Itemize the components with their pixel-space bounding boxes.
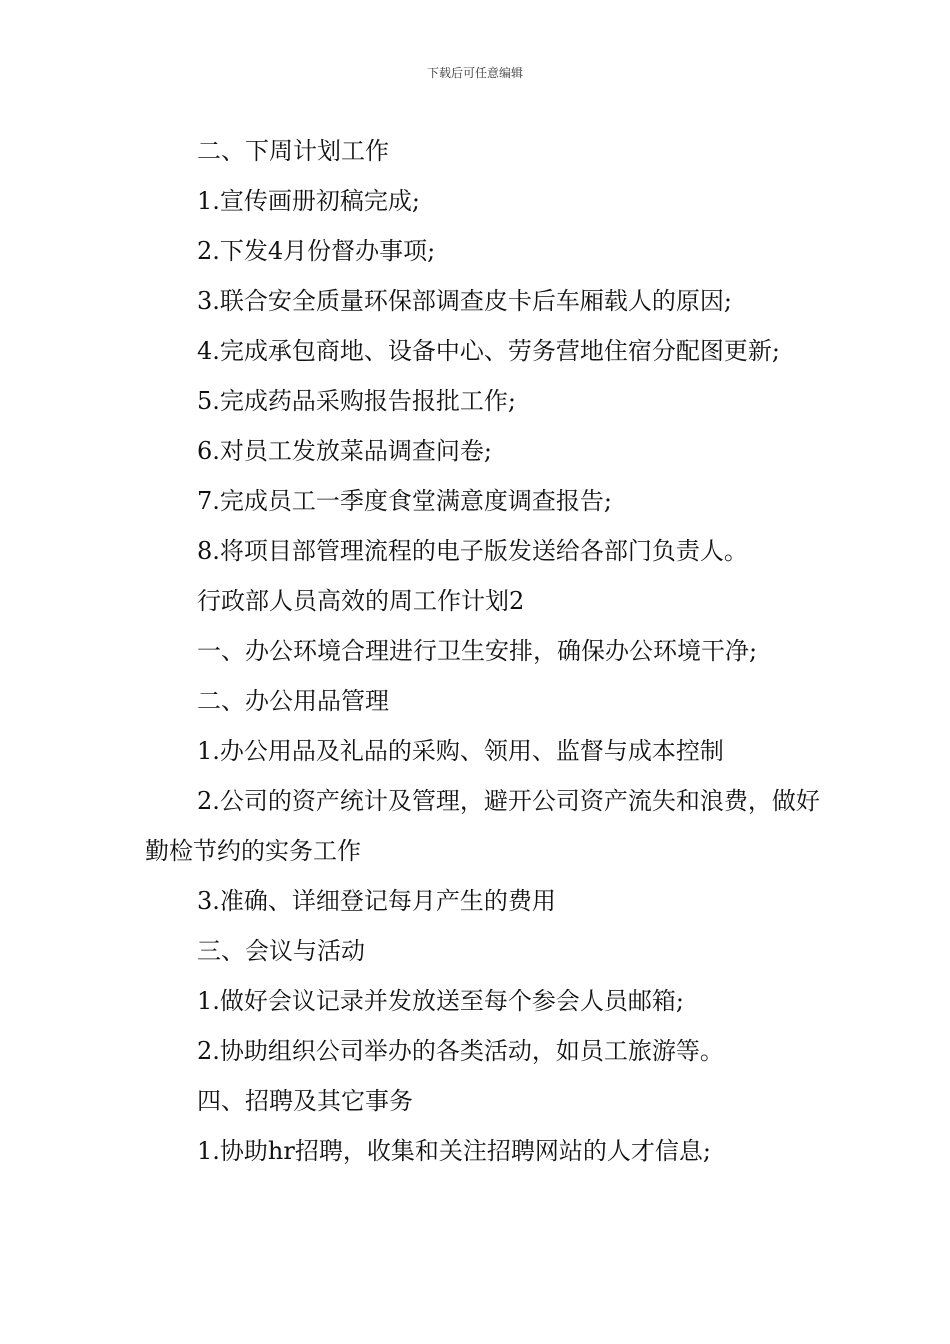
list-item: 7.完成员工一季度食堂满意度调查报告; [197, 487, 612, 515]
page-header: 下载后可任意编辑 [426, 66, 523, 80]
list-item: 1.协助hr招聘，收集和关注招聘网站的人才信息; [197, 1137, 711, 1165]
section-heading: 四、招聘及其它事务 [197, 1087, 413, 1115]
list-item: 5.完成药品采购报告报批工作; [197, 387, 516, 415]
list-item: 1.办公用品及礼品的采购、领用、监督与成本控制 [197, 737, 724, 765]
section-heading: 一、办公环境合理进行卫生安排，确保办公环境干净; [197, 637, 758, 665]
list-item: 2.公司的资产统计及管理，避开公司资产流失和浪费，做好勤检节约的实务工作 [145, 787, 820, 865]
list-item: 6.对员工发放菜品调查问卷; [197, 437, 492, 465]
list-item: 4.完成承包商地、设备中心、劳务营地住宿分配图更新; [197, 337, 780, 365]
list-item: 1.宣传画册初稿完成; [197, 187, 420, 215]
section-heading: 二、办公用品管理 [197, 687, 389, 715]
list-item: 3.准确、详细登记每月产生的费用 [197, 887, 556, 915]
section-heading: 二、下周计划工作 [197, 137, 389, 165]
list-item: 2.下发4月份督办事项; [197, 237, 436, 265]
list-item: 8.将项目部管理流程的电子版发送给各部门负责人。 [197, 537, 748, 565]
list-item: 3.联合安全质量环保部调查皮卡后车厢载人的原因; [197, 287, 732, 315]
section-heading: 三、会议与活动 [197, 937, 365, 965]
document-body [145, 126, 825, 1176]
document-title: 行政部人员高效的周工作计划2 [197, 587, 525, 615]
list-item: 1.做好会议记录并发放送至每个参会人员邮箱; [197, 987, 684, 1015]
list-item: 2.协助组织公司举办的各类活动，如员工旅游等。 [197, 1037, 724, 1065]
